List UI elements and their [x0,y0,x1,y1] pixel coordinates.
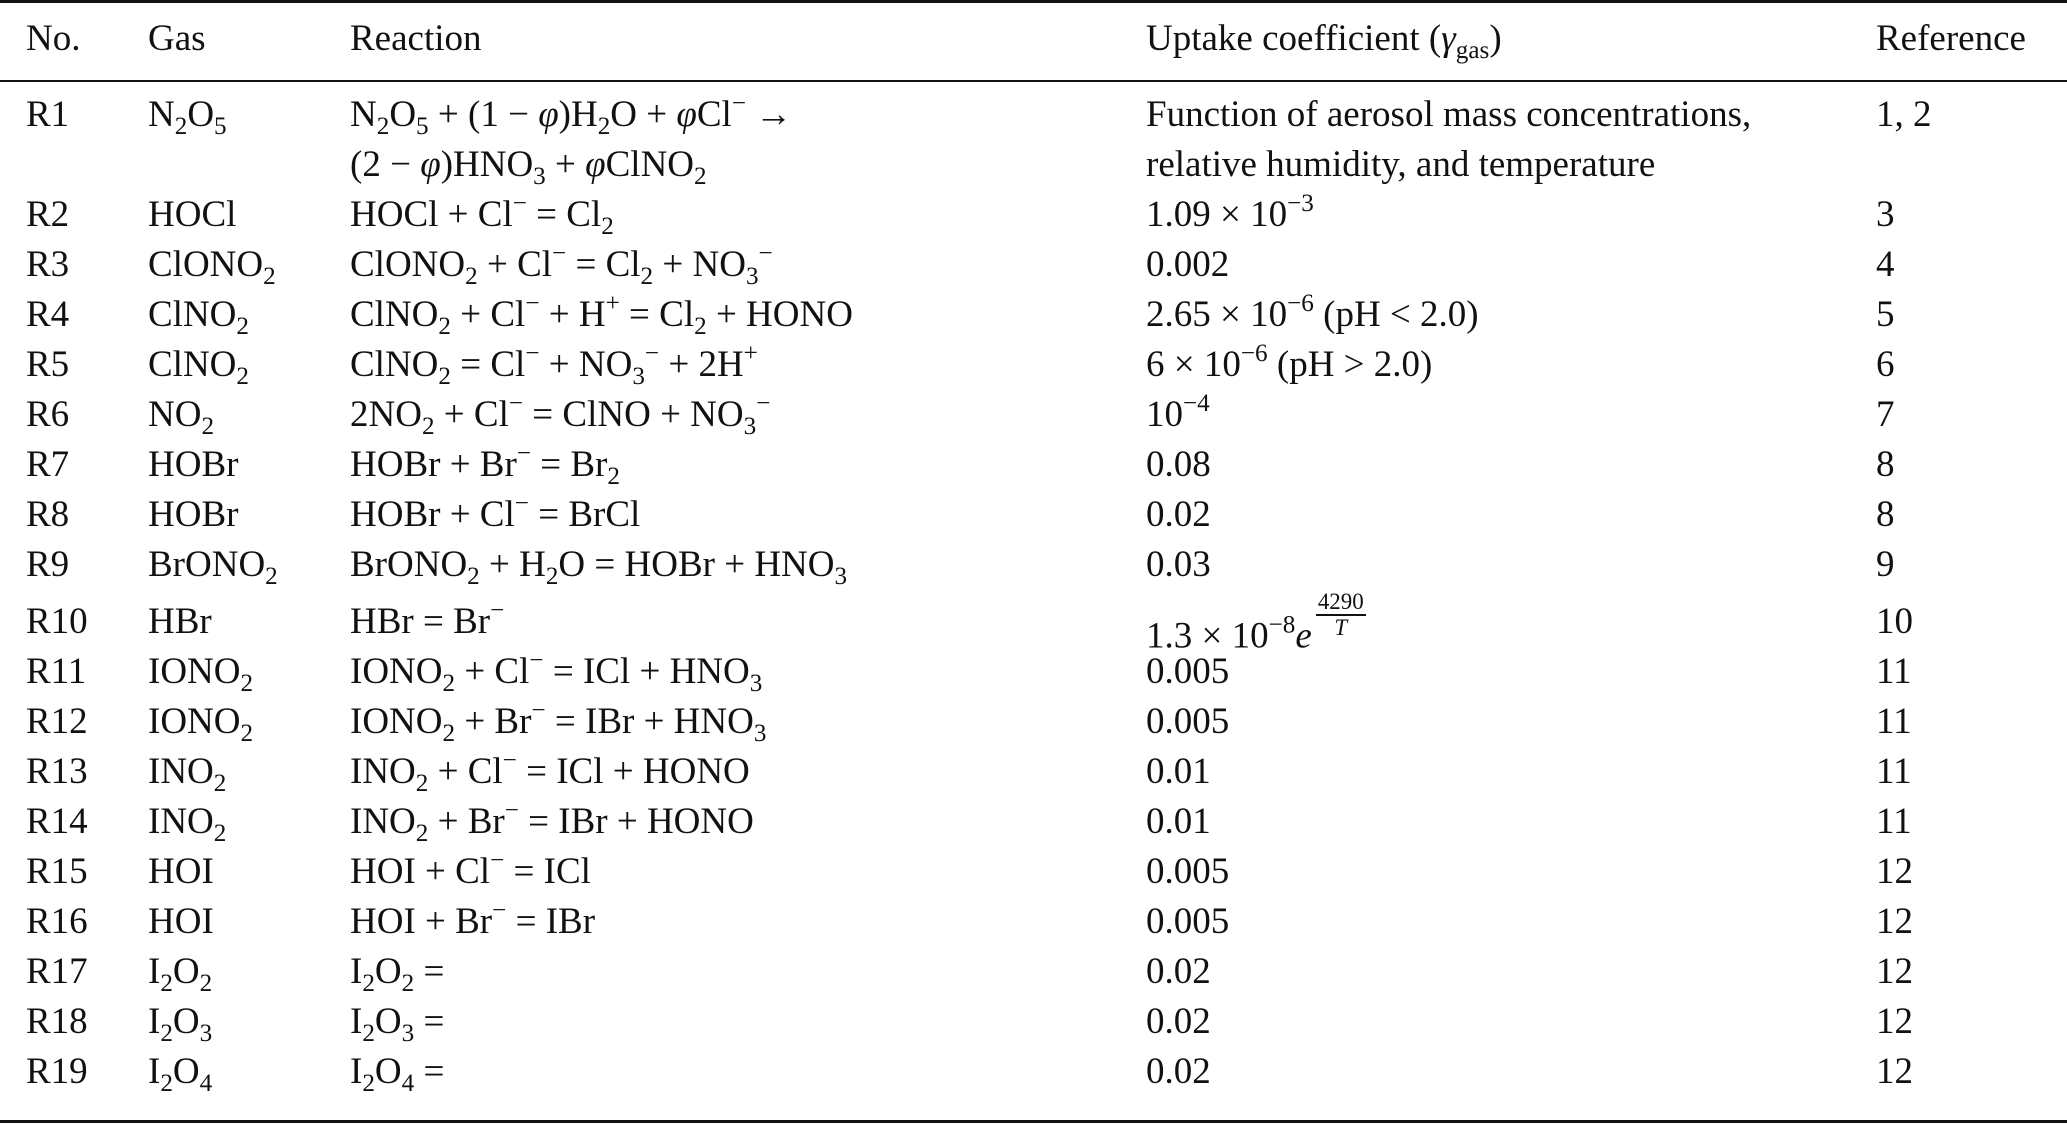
row-gas: HOBr [148,494,239,535]
row-gas: $IONO_2$ [148,701,254,748]
header-reference: Reference [1876,18,2026,59]
row-no: R7 [26,444,70,485]
row-uptake: 0.08 [1146,444,1211,485]
row-reaction: BrONO$_2$ + $H_2O$ = HOBr + $HNO_3$ [350,544,848,591]
row-reference: 1, 2 [1876,94,1932,135]
table-body [0,90,2067,1097]
row-gas: HBr [148,601,212,642]
row-gas: HOI [148,851,214,892]
header-gas: Gas [148,18,206,59]
row-uptake: 0.005 [1146,851,1230,892]
row-uptake: 0.02 [1146,494,1211,535]
row-reference: 9 [1876,544,1895,585]
table-row [0,947,2067,997]
row-gas: HOCl [148,194,237,235]
row-reference: 11 [1876,751,1912,792]
row-reference: 4 [1876,244,1895,285]
row-no: R9 [26,544,70,585]
row-gas: $INO_2$ [148,801,227,848]
row-reaction: $I_2O_2$ = [350,951,445,998]
row-gas: $I_2O_3$ [148,1001,213,1048]
row-reference: 11 [1876,801,1912,842]
row-uptake: 0.02 [1146,1051,1211,1092]
table-row [0,440,2067,490]
table-row [0,340,2067,390]
row-reference: 3 [1876,194,1895,235]
row-uptake: 0.01 [1146,801,1211,842]
row-no: R3 [26,244,70,285]
header-reaction: Reaction [350,18,482,59]
row-no: R19 [26,1051,88,1092]
table-row [0,290,2067,340]
row-reaction: $IONO_2 + Cl^-$ = ICl + $HNO_3$ [350,646,763,698]
row-uptake: 0.02 [1146,1001,1211,1042]
table-row [0,747,2067,797]
row-no: R4 [26,294,70,335]
row-no: R8 [26,494,70,535]
row-uptake: $10^{-4}$ [1146,389,1210,435]
row-gas: HOBr [148,444,239,485]
row-reaction: HOI + Br− = IBr [350,896,596,942]
row-no: R5 [26,344,70,385]
row-uptake: 0.01 [1146,751,1211,792]
row-reaction: HOI + Cl− = ICl [350,846,591,892]
row-reference: 10 [1876,601,1913,642]
table-row [0,589,2067,657]
row-no: R2 [26,194,70,235]
table-header-rule [0,80,2067,82]
row-reaction: ClNO$_2$ + $Cl^- + H^+ = Cl_2$ + HONO [350,289,853,341]
row-uptake: Function of aerosol mass concentrations, relative humidity, and temperature [1146,94,1752,185]
table-row [0,697,2067,747]
row-gas: ClNO$_2$ [148,344,249,391]
row-reference: 8 [1876,494,1895,535]
row-no: R13 [26,751,88,792]
row-reference: 11 [1876,651,1912,692]
row-gas: $N_2O_5$ [148,94,227,141]
row-reaction: $I_2O_3$ = [350,1001,445,1048]
table-row [0,90,2067,190]
row-reaction: ClONO$_2$ + $Cl^- = Cl_2 + NO_3^-$ [350,239,773,291]
row-no: R1 [26,94,70,135]
header-no: No. [26,18,81,59]
row-gas: $IONO_2$ [148,651,254,698]
row-no: R15 [26,851,88,892]
row-reference: 11 [1876,701,1912,742]
row-gas: ClNO$_2$ [148,294,249,341]
row-no: R17 [26,951,88,992]
table-row [0,1047,2067,1097]
table-row [0,190,2067,240]
row-reaction: HBr = Br− [350,596,505,642]
row-uptake: 0.005 [1146,701,1230,742]
row-reaction: HOBr + $Br^- = Br_2$ [350,439,620,491]
row-no: R16 [26,901,88,942]
row-no: R12 [26,701,88,742]
row-uptake: 0.002 [1146,244,1230,285]
row-reaction: $I_2O_4$ = [350,1051,445,1098]
row-gas: BrONO$_2$ [148,544,278,591]
row-reference: 12 [1876,851,1913,892]
row-reference: 6 [1876,344,1895,385]
table-header-row [0,14,2067,64]
row-gas: $NO_2$ [148,394,215,441]
row-reaction: HOBr + Cl− = BrCl [350,489,641,535]
table-top-rule [0,0,2067,3]
row-reaction: $INO_2 + Br^-$ = IBr + HONO [350,796,754,848]
row-gas: HOI [148,901,214,942]
table-row [0,797,2067,847]
table-row [0,997,2067,1047]
row-reaction: $N_2O_5 + (1 - \varphi)H_2O + \varphi Cl^-$ → $(2 - \varphi)HNO_3$ + φClNO$_2$ [350,89,793,191]
table-row [0,847,2067,897]
row-reference: 12 [1876,901,1913,942]
row-uptake: $1.09 \times 10^{-3}$ [1146,189,1314,235]
row-reference: 8 [1876,444,1895,485]
row-uptake: 0.02 [1146,951,1211,992]
row-uptake: 0.005 [1146,901,1230,942]
row-no: R11 [26,651,87,692]
row-uptake: 0.005 [1146,651,1230,692]
row-gas: $I_2O_2$ [148,951,213,998]
row-no: R18 [26,1001,88,1042]
header-uptake: Uptake coefficient $(\gamma_{gas})$ [1146,18,1502,65]
row-uptake: $2.65 \times 10^{-6}$ (pH < 2.0) [1146,289,1479,335]
table-bottom-rule [0,1120,2067,1123]
row-reaction: ClNO$_2$ = $Cl^- + NO_3^- + 2H^+$ [350,339,758,391]
row-gas: ClONO$_2$ [148,244,276,291]
table-row [0,490,2067,540]
row-reference: 5 [1876,294,1895,335]
row-reference: 12 [1876,951,1913,992]
row-reaction: $2NO_2 + Cl^-$ = ClNO + $NO_3^-$ [350,389,771,441]
row-uptake: 0.03 [1146,544,1211,585]
row-no: R6 [26,394,70,435]
row-reference: 7 [1876,394,1895,435]
table-row [0,540,2067,590]
row-uptake: $6 \times 10^{-6}$ (pH > 2.0) [1146,339,1433,385]
table-row [0,647,2067,697]
row-reaction: $IONO_2 + Br^-$ = IBr + $HNO_3$ [350,696,767,748]
row-no: R10 [26,601,88,642]
row-reaction: $INO_2 + Cl^-$ = ICl + HONO [350,746,750,798]
table-row [0,240,2067,290]
row-gas: $INO_2$ [148,751,227,798]
table-row [0,897,2067,947]
row-reference: 12 [1876,1051,1913,1092]
row-reaction: HOCl + $Cl^- = Cl_2$ [350,189,614,241]
row-uptake: $1.3 \times 10^{-8}e$ $\frac{4290}{T}$ [1146,589,1364,657]
row-reference: 12 [1876,1001,1913,1042]
row-no: R14 [26,801,88,842]
table-row [0,390,2067,440]
row-gas: $I_2O_4$ [148,1051,213,1098]
